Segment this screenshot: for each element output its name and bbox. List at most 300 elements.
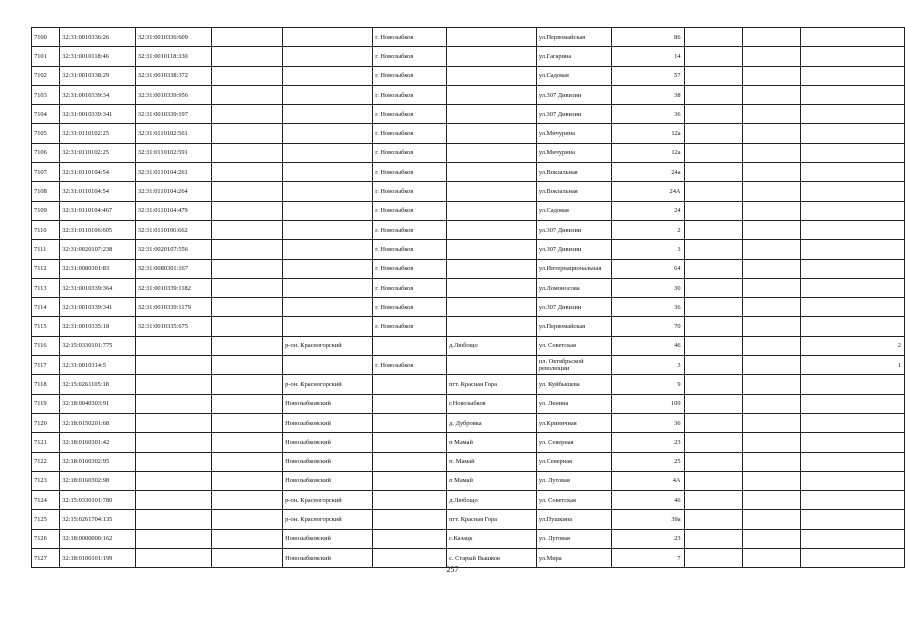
cell-cadastral-number: 32:15:0261704:135 [60,510,136,529]
cell-district [283,124,373,143]
table-row [32,105,905,124]
cell-house-number: 109 [612,394,684,413]
cell-district [283,182,373,201]
cell-object-number: 32:31:0010335:675 [135,317,211,336]
cell-house-number: 24А [612,182,684,201]
cell-object-number [135,375,211,394]
cell-col-12 [801,28,905,47]
cell-col-12 [801,124,905,143]
cell-object-number: 32:31:0080301:167 [135,259,211,278]
cell-cadastral-number: 32:31:0110106:605 [60,220,136,239]
cell-empty-col [211,375,282,394]
cell-col-10 [684,394,742,413]
cell-empty-col [211,259,282,278]
cell-col-11 [742,491,800,510]
table-row [32,394,905,413]
cell-house-number: 36 [612,298,684,317]
cell-empty-col [211,182,282,201]
cell-settlement [447,201,537,220]
cell-col-12 [801,317,905,336]
cell-settlement [447,182,537,201]
cell-row-number: 7108 [32,182,60,201]
cell-col-11 [742,66,800,85]
cell-cadastral-number: 32:31:0110104:467 [60,201,136,220]
cell-settlement [447,66,537,85]
cell-street: ул.307 Дивизии [536,105,611,124]
cell-empty-col [211,124,282,143]
cell-col-11 [742,105,800,124]
table-row [32,124,905,143]
cell-house-number: 38 [612,85,684,104]
cell-district: Новозыбковский [283,394,373,413]
cell-district [283,298,373,317]
cell-city: г. Новозыбков [373,317,447,336]
cell-empty-col [211,413,282,432]
cell-object-number: 32:31:0010339:197 [135,105,211,124]
cell-col-12 [801,471,905,490]
cell-col-10 [684,28,742,47]
cell-settlement [447,278,537,297]
cell-street: ул. Советская [536,336,611,355]
cell-settlement: с.Казацк [447,529,537,548]
cell-settlement: п Мамай [447,433,537,452]
cell-empty-col [211,28,282,47]
cell-settlement: г.Новозыбков [447,394,537,413]
cell-district [283,220,373,239]
cell-col-10 [684,375,742,394]
cell-object-number [135,356,211,375]
cell-col-12 [801,105,905,124]
cell-city: г. Новозыбков [373,182,447,201]
cell-col-10 [684,433,742,452]
cell-house-number: 23 [612,433,684,452]
cell-street: ул.Мичурина [536,124,611,143]
cell-col-10 [684,413,742,432]
cell-empty-col [211,105,282,124]
cell-empty-col [211,47,282,66]
cell-city: г. Новозыбков [373,28,447,47]
cell-cadastral-number: 32:31:0010314:5 [60,356,136,375]
cell-col-11 [742,375,800,394]
cell-col-10 [684,510,742,529]
cell-row-number: 7113 [32,278,60,297]
cell-settlement [447,240,537,259]
cell-district [283,201,373,220]
cell-col-11 [742,182,800,201]
cell-col-10 [684,124,742,143]
cell-col-12 [801,529,905,548]
cell-empty-col [211,201,282,220]
cell-col-12 [801,298,905,317]
cell-col-10 [684,491,742,510]
cell-row-number: 7105 [32,124,60,143]
cell-col-10 [684,182,742,201]
cell-row-number: 7106 [32,143,60,162]
cell-col-11 [742,510,800,529]
cell-object-number [135,510,211,529]
table-row [32,433,905,452]
cell-district: р-он. Красногорский [283,375,373,394]
cell-col-12 [801,491,905,510]
cell-city: г. Новозыбков [373,85,447,104]
cell-empty-col [211,220,282,239]
cell-settlement: пгт. Красная Гора [447,510,537,529]
cell-col-11 [742,240,800,259]
cell-city [373,394,447,413]
cell-house-number: 39а [612,510,684,529]
cell-col-10 [684,163,742,182]
cell-col-11 [742,452,800,471]
cell-house-number: 36 [612,105,684,124]
cell-settlement [447,105,537,124]
cell-district: Новозыбковский [283,529,373,548]
cell-col-12 [801,375,905,394]
cell-street: ул.Северная [536,452,611,471]
cell-empty-col [211,336,282,355]
cell-col-12 [801,452,905,471]
cell-cadastral-number: 32:31:0010339:34 [60,85,136,104]
cell-settlement [447,356,537,375]
cell-object-number: 32:31:0010339:956 [135,85,211,104]
cell-col-10 [684,356,742,375]
cell-empty-col [211,240,282,259]
cell-empty-col [211,163,282,182]
cell-house-number: 9 [612,375,684,394]
cell-col-11 [742,143,800,162]
cell-col-10 [684,47,742,66]
cell-house-number: 36 [612,413,684,432]
cell-cadastral-number: 32:31:0010338:29 [60,66,136,85]
cell-cadastral-number: 32:18:0160302:95 [60,452,136,471]
cell-row-number: 7120 [32,413,60,432]
cell-settlement: д. Дубровка [447,413,537,432]
cell-street: ул.Садовая [536,66,611,85]
cell-col-10 [684,298,742,317]
cell-street: ул.Криничная [536,413,611,432]
cell-row-number: 7110 [32,220,60,239]
cell-empty-col [211,278,282,297]
cell-city: г. Новозыбков [373,278,447,297]
cell-street: ул.Пушкина [536,510,611,529]
cell-district [283,28,373,47]
cell-house-number: 23 [612,529,684,548]
cell-city: г. Новозыбков [373,163,447,182]
table-row [32,85,905,104]
cell-city [373,413,447,432]
cell-cadastral-number: 32:31:0010339:341 [60,298,136,317]
cell-district: Новозыбковский [283,452,373,471]
cell-row-number: 7100 [32,28,60,47]
cell-col-12 [801,66,905,85]
cell-street: ул. Северная [536,433,611,452]
cell-cadastral-number: 32:31:0010118:46 [60,47,136,66]
cell-empty-col [211,491,282,510]
cell-city [373,375,447,394]
cell-city: г. Новозыбков [373,240,447,259]
cell-house-number: 24 [612,201,684,220]
cell-district [283,143,373,162]
cell-col-12 [801,278,905,297]
cell-district: Новозыбковский [283,549,373,568]
cell-city: г. Новозыбков [373,220,447,239]
table-row [32,452,905,471]
cell-object-number [135,336,211,355]
cell-row-number: 7103 [32,85,60,104]
cell-house-number: 3 [612,356,684,375]
cell-col-10 [684,317,742,336]
cell-col-10 [684,278,742,297]
cell-col-11 [742,28,800,47]
cell-col-12 [801,182,905,201]
cell-district: р-он. Красногорский [283,510,373,529]
cell-street: ул.307 Дивизии [536,85,611,104]
cell-empty-col [211,356,282,375]
cell-cadastral-number: 32:18:0100101:199 [60,549,136,568]
cell-col-12 [801,220,905,239]
cell-street: ул.Вокзальная [536,182,611,201]
cell-empty-col [211,529,282,548]
cell-col-12: 2 [801,336,905,355]
cell-settlement: д.Любощо [447,491,537,510]
cell-object-number: 32:31:0110104:479 [135,201,211,220]
cell-settlement: п. Мамай [447,452,537,471]
cell-cadastral-number: 32:18:0000000:162 [60,529,136,548]
cell-col-12 [801,201,905,220]
cell-cadastral-number: 32:31:0010335:18 [60,317,136,336]
cell-col-12 [801,163,905,182]
cell-street: ул.Первомайская [536,28,611,47]
cell-cadastral-number: 32:15:0261105:18 [60,375,136,394]
cell-street: ул.Садовая [536,201,611,220]
cell-object-number [135,433,211,452]
cell-settlement [447,317,537,336]
table-row [32,471,905,490]
cell-house-number: 14 [612,47,684,66]
cell-district [283,240,373,259]
cell-district: р-он. Красногорский [283,336,373,355]
cell-col-10 [684,66,742,85]
cell-house-number: 12а [612,143,684,162]
cell-col-10 [684,240,742,259]
cell-row-number: 7116 [32,336,60,355]
cell-col-10 [684,143,742,162]
cell-empty-col [211,85,282,104]
cell-object-number: 32:31:0110104:261 [135,163,211,182]
cell-col-11 [742,47,800,66]
cell-object-number [135,394,211,413]
cell-row-number: 7117 [32,356,60,375]
cell-cadastral-number: 32:15:0330101:780 [60,491,136,510]
cell-row-number: 7126 [32,529,60,548]
cell-district: Новозыбковский [283,413,373,432]
table-body [32,28,905,568]
table-row [32,240,905,259]
cell-col-10 [684,529,742,548]
cell-col-11 [742,413,800,432]
cell-settlement [447,47,537,66]
cell-empty-col [211,510,282,529]
cell-col-12 [801,394,905,413]
cell-house-number: 2 [612,220,684,239]
table-row [32,529,905,548]
cell-row-number: 7121 [32,433,60,452]
cell-col-11 [742,298,800,317]
table-row [32,317,905,336]
cell-house-number: 3 [612,240,684,259]
cell-house-number: 86 [612,28,684,47]
cell-street: ул.Мичурина [536,143,611,162]
cell-street: ул.Интернациональная [536,259,611,278]
cell-object-number [135,471,211,490]
cell-col-10 [684,452,742,471]
cell-col-11 [742,259,800,278]
cell-col-11 [742,471,800,490]
cell-col-11 [742,433,800,452]
cell-city: г. Новозыбков [373,259,447,278]
cell-col-10 [684,336,742,355]
cell-col-12 [801,259,905,278]
table-row [32,356,905,375]
cell-object-number [135,413,211,432]
cell-col-12 [801,240,905,259]
cell-city [373,529,447,548]
cell-district [283,163,373,182]
cell-col-12: 1 [801,356,905,375]
table-row [32,278,905,297]
cell-object-number: 32:31:0110106:662 [135,220,211,239]
cell-empty-col [211,471,282,490]
cell-col-10 [684,201,742,220]
cell-street: ул.Гагарина [536,47,611,66]
cell-street: ул.Вокзальная [536,163,611,182]
property-table [31,27,905,568]
cell-row-number: 7107 [32,163,60,182]
cell-col-11 [742,529,800,548]
cell-row-number: 7123 [32,471,60,490]
cell-house-number: 57 [612,66,684,85]
cell-cadastral-number: 32:31:0110102:25 [60,143,136,162]
cell-row-number: 7111 [32,240,60,259]
cell-house-number: 12а [612,124,684,143]
cell-empty-col [211,298,282,317]
cell-settlement: с. Старый Вышков [447,549,537,568]
cell-row-number: 7122 [32,452,60,471]
table-row [32,47,905,66]
cell-col-11 [742,336,800,355]
cell-col-11 [742,220,800,239]
cell-col-10 [684,220,742,239]
cell-row-number: 7102 [32,66,60,85]
cell-cadastral-number: 32:31:0110104:54 [60,182,136,201]
table-row [32,298,905,317]
cell-street: пл. Октябрьской революции [536,356,611,375]
cell-city [373,452,447,471]
cell-cadastral-number: 32:18:0160301:42 [60,433,136,452]
cell-city [373,491,447,510]
cell-cadastral-number: 32:18:0040303:91 [60,394,136,413]
cell-city: г. Новозыбков [373,143,447,162]
cell-row-number: 7124 [32,491,60,510]
cell-city: г. Новозыбков [373,356,447,375]
cell-settlement: пгт. Красная Гора [447,375,537,394]
cell-street: ул.Мира [536,549,611,568]
cell-empty-col [211,452,282,471]
cell-row-number: 7127 [32,549,60,568]
cell-city [373,510,447,529]
cell-object-number: 32:31:0110104:264 [135,182,211,201]
cell-house-number: 24а [612,163,684,182]
cell-col-11 [742,201,800,220]
cell-district [283,105,373,124]
cell-row-number: 7114 [32,298,60,317]
cell-cadastral-number: 32:31:0080301:83 [60,259,136,278]
cell-city [373,471,447,490]
cell-row-number: 7118 [32,375,60,394]
cell-col-12 [801,85,905,104]
cell-house-number: 46 [612,491,684,510]
cell-object-number: 32:31:0020107:556 [135,240,211,259]
cell-street: ул.Ломоносова [536,278,611,297]
cell-house-number: 7 [612,549,684,568]
cell-settlement [447,163,537,182]
cell-cadastral-number: 32:18:0160302:98 [60,471,136,490]
table-row [32,143,905,162]
cell-settlement [447,143,537,162]
cell-house-number: 64 [612,259,684,278]
cell-city: г. Новозыбков [373,298,447,317]
cell-street: ул.307 Дивизии [536,298,611,317]
cell-settlement [447,28,537,47]
cell-city [373,336,447,355]
cell-row-number: 7101 [32,47,60,66]
cell-settlement [447,124,537,143]
cell-empty-col [211,317,282,336]
cell-object-number: 32:31:0110102:561 [135,124,211,143]
cell-col-11 [742,394,800,413]
table-row [32,201,905,220]
cell-district [283,259,373,278]
cell-cadastral-number: 32:31:0010339:341 [60,105,136,124]
cell-object-number: 32:31:0010118:330 [135,47,211,66]
cell-col-11 [742,317,800,336]
cell-street: ул.307 Дивизии [536,240,611,259]
cell-col-12 [801,413,905,432]
table-row [32,491,905,510]
cell-col-10 [684,105,742,124]
cell-col-12 [801,143,905,162]
cell-empty-col [211,143,282,162]
table-row [32,66,905,85]
cell-district: Новозыбковский [283,433,373,452]
cell-row-number: 7112 [32,259,60,278]
cell-district [283,278,373,297]
cell-settlement [447,259,537,278]
cell-district [283,66,373,85]
table-row [32,28,905,47]
cell-district: р-он. Красногорский [283,491,373,510]
cell-house-number: 30 [612,278,684,297]
cell-street: ул.Первомайская [536,317,611,336]
cell-empty-col [211,433,282,452]
cell-street: ул. Луговая [536,471,611,490]
cell-house-number: 46 [612,336,684,355]
cell-row-number: 7125 [32,510,60,529]
cell-object-number [135,452,211,471]
cell-empty-col [211,66,282,85]
cell-object-number: 32:31:0110102:591 [135,143,211,162]
cell-settlement [447,298,537,317]
cell-col-11 [742,85,800,104]
